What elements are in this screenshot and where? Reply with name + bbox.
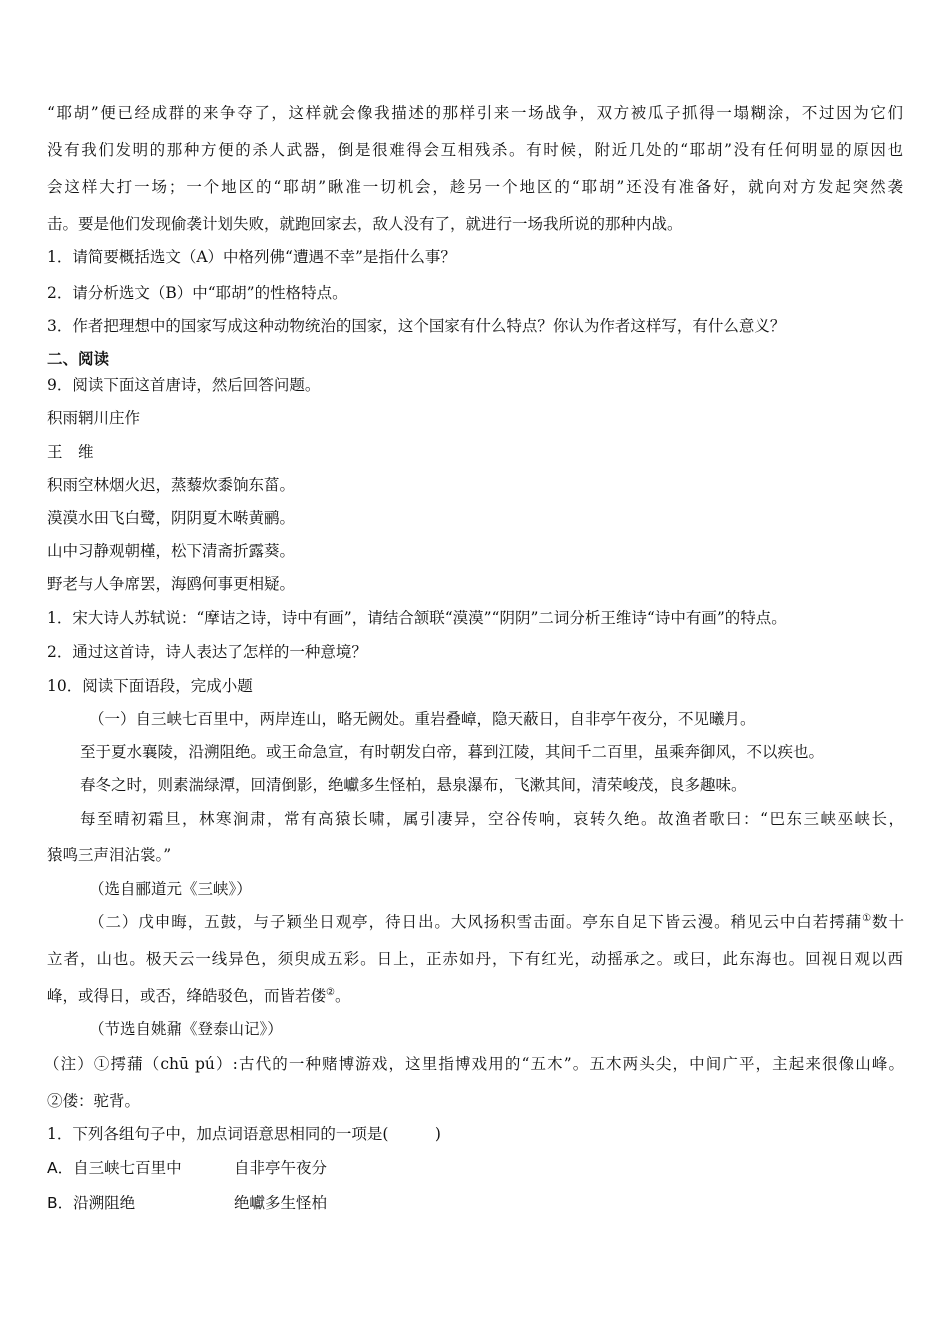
taishan-text-1b: 数十 [872,913,904,931]
passage-line-4: 击。要是他们发现偷袭计划失败，就跑回家去，敌人没有了，就进行一场我所说的那种内战。 [47,215,683,233]
taishan-text-3b: 。 [334,987,351,1005]
poem-line-2: 漠漠水田飞白鹭，阴阴夏木啭黄鹂。 [47,509,296,527]
poem-line-1: 积雨空林烟火迟，蒸藜炊黍饷东菑。 [47,476,296,494]
q9-intro: 9．阅读下面这首唐诗，然后回答问题。 [47,376,321,394]
poem-title: 积雨辋川庄作 [47,409,141,427]
option-a-left: A．自三峡七百里中 [47,1159,182,1177]
taishan-para-line-1 [89,912,904,932]
passage-line-3: 会这样大打一场；一个地区的“耶胡”瞅准一切机会，趁另一个地区的“耶胡”还没有准备好，就向对方发起突然袭 [47,178,903,196]
option-b[interactable] [47,1193,328,1213]
option-b-left: B．沿溯阻绝 [47,1194,136,1212]
option-b-right: 绝巘多生怪柏 [234,1194,328,1212]
q8-question-2: 2．请分析选文（B）中“耶胡”的性格特点。 [47,284,348,302]
footnote-mark-1: ① [862,912,873,924]
q10-sub-question-1: 1．下列各组句子中，加点词语意思相同的一项是( ) [47,1125,441,1143]
sanxia-para-2: 至于夏水襄陵，沿溯阻绝。或王命急宣，有时朝发白帝，暮到江陵，其间千二百里，虽乘奔御风，不以疾也。 [80,743,825,761]
q9-question-1: 1．宋大诗人苏轼说：“摩诘之诗，诗中有画”，请结合颔联“漠漠”“阴阴”二词分析王维诗“诗中有画”的特点。 [47,609,787,627]
footnote-2: ②偻：驼背。 [47,1092,141,1110]
taishan-text-3: 峰，或得日，或否，绛皓驳色，而皆若偻 [47,987,327,1005]
sanxia-para-3: 春冬之时，则素湍绿潭，回清倒影，绝巘多生怪柏，悬泉瀑布，飞漱其间，清荣峻茂，良多趣味。 [80,776,747,794]
option-a-right: 自非亭午夜分 [234,1159,328,1177]
taishan-para-line-3 [47,986,351,1006]
passage-line-2: 没有我们发明的那种方便的杀人武器，倒是很难得会互相残杀。有时候，附近几处的“耶胡”没有任何明显的原因也 [47,141,903,159]
footnote-mark-2: ② [326,986,335,998]
q8-question-1: 1．请简要概括选文（A）中格列佛“遭遇不幸”是指什么事？ [47,248,456,266]
poem-author: 王 维 [47,443,94,461]
sanxia-para-1: （一）自三峡七百里中，两岸连山，略无阙处。重岩叠嶂，隐天蔽日，自非亭午夜分，不见曦月。 [89,710,756,728]
taishan-text-1: （二）戊申晦，五鼓，与子颖坐日观亭，待日出。大风扬积雪击面。亭东自足下皆云漫。稍见云中白若摴蒱 [89,913,863,931]
q8-question-3: 3．作者把理想中的国家写成这种动物统治的国家，这个国家有什么特点？你认为作者这样写，有什么意义？ [47,317,786,335]
sanxia-para-4a: 每至晴初霜旦，林寒涧肃，常有高猿长啸，属引凄异，空谷传响，哀转久绝。故渔者歌曰：“巴东三峡巫峡长， [80,810,904,828]
poem-line-3: 山中习静观朝槿，松下清斋折露葵。 [47,542,296,560]
taishan-para-line-2: 立者，山也。极天云一线异色，须臾成五彩。日上，正赤如丹，下有红光，动摇承之。或曰，此东海也。回视日观以西 [47,950,903,968]
q9-question-2: 2．通过这首诗，诗人表达了怎样的一种意境？ [47,643,367,661]
source-2: （节选自姚鼐《登泰山记》） [89,1020,283,1038]
q10-intro: 10．阅读下面语段，完成小题 [47,677,253,695]
source-1: （选自郦道元《三峡》） [89,880,252,898]
option-a[interactable] [47,1158,328,1178]
section-title: 二、阅读 [47,350,110,368]
passage-line-1: “耶胡”便已经成群的来争夺了，这样就会像我描述的那样引来一场战争，双方被瓜子抓得一塌糊涂，不过因为它们 [47,104,903,122]
poem-line-4: 野老与人争席罢，海鸥何事更相疑。 [47,575,296,593]
footnote-1: （注）①摴蒱（chū pú）:古代的一种赌博游戏，这里指博戏用的“五木”。五木两头尖，中间广平，主起来很像山峰。 [44,1055,904,1073]
sanxia-para-4b: 猿鸣三声泪沾裳。” [47,846,172,864]
